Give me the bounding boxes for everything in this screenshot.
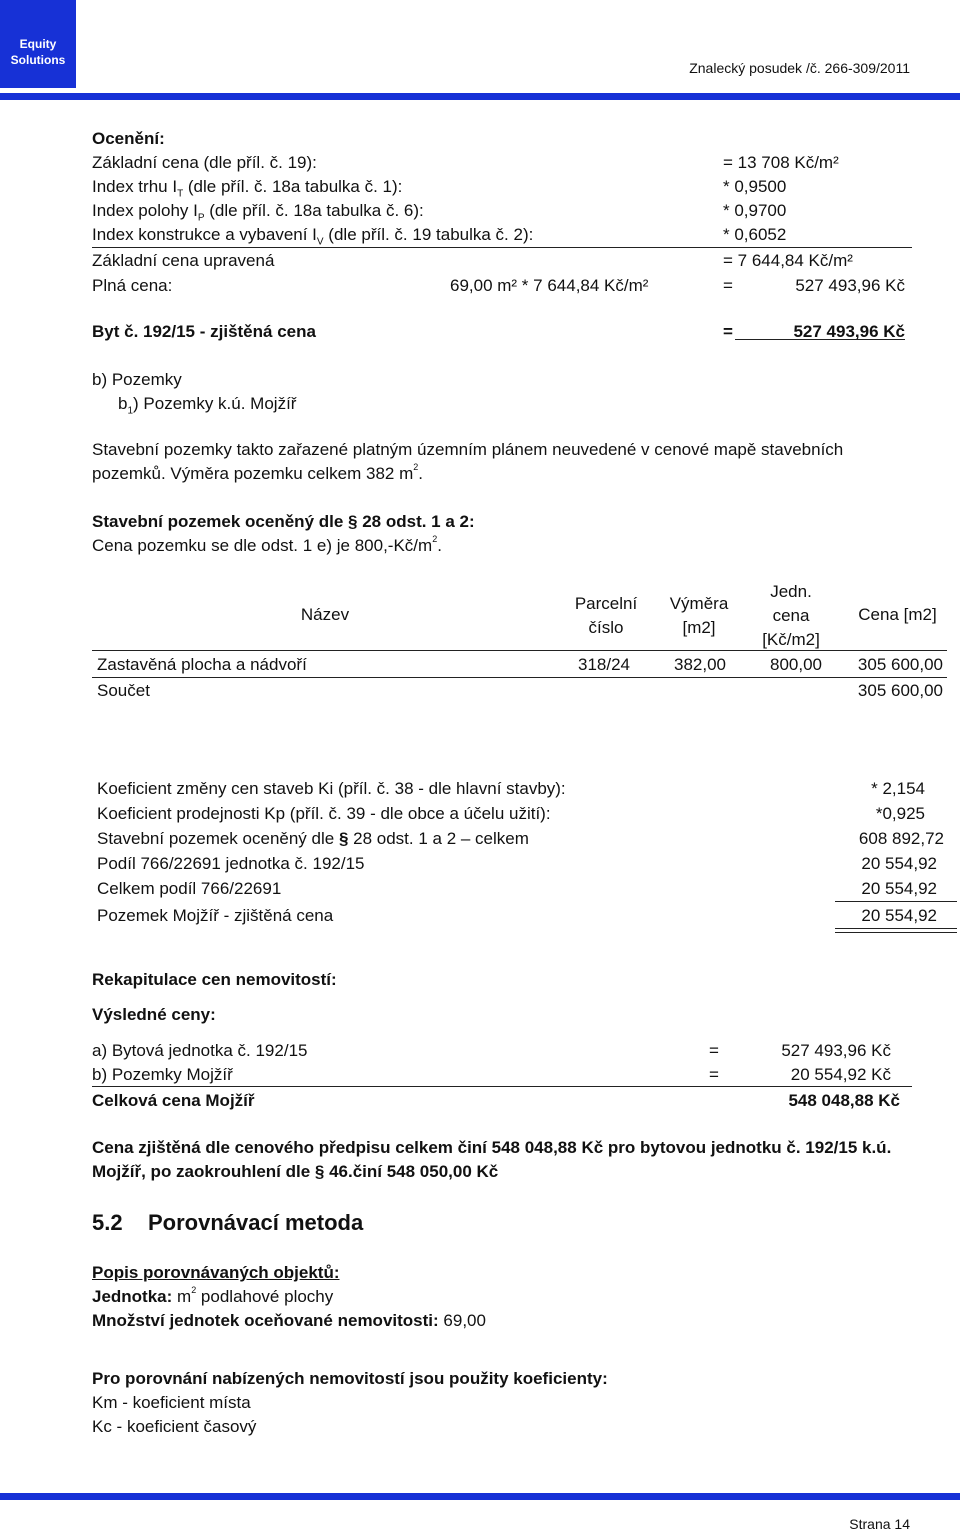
base-price-value: = 13 708 Kč/m² — [723, 153, 839, 172]
header-rule — [0, 93, 960, 100]
unit-line: Jednotka: $m^2$ podlahové plochy — [92, 1285, 334, 1306]
qty-line — [92, 1311, 486, 1331]
share-total-value: 20 554,92 — [861, 879, 937, 898]
coef-item-kc: Kc - koeficient časový — [92, 1417, 257, 1436]
company-logo — [0, 0, 76, 88]
recap-total-value: 548 048,88 Kč — [788, 1091, 900, 1110]
full-price-eq: = — [723, 276, 733, 295]
share-value: 20 554,92 — [861, 854, 937, 873]
document-reference: Znalecký posudek /č. 266-309/2011 — [689, 60, 910, 76]
construction-index-label: Index konstrukce a vybavení $I_V$ (dle příl. č. 19 tabulka č. 2): — [92, 225, 534, 248]
land-result-label: Pozemek Mojžíř - zjištěná cena — [97, 906, 334, 925]
coef-ki-value: * 2,154 — [871, 779, 925, 798]
results-heading: Výsledné ceny: — [92, 1005, 216, 1024]
market-index-value: * 0,9500 — [723, 177, 787, 196]
coef-kp-value: *0,925 — [875, 804, 925, 823]
logo-line2: Solutions — [10, 53, 66, 67]
land-desc-line2: pozemků. Výměra pozemku celkem 382 $m^2$. — [92, 462, 423, 483]
land-valued-heading: Stavební pozemek oceněný dle § 28 odst. 1 a 2: — [92, 512, 475, 531]
land-price-line: Cena pozemku se dle odst. 1 e) je $800,-Kč/m^2$. — [92, 534, 442, 555]
location-index-value: * 0,9700 — [723, 201, 787, 220]
qty-label: Množství jednotek oceňované nemovitosti: — [92, 1311, 439, 1330]
land-row-area: 382,00 — [674, 655, 726, 674]
col-header-name: Název — [300, 605, 350, 624]
table-row-rule — [92, 677, 947, 678]
page-number: Strana 14 — [849, 1516, 910, 1532]
flat-result-value: 527 493,96 Kč — [793, 322, 905, 341]
recap-flat-label: a) Bytová jednotka č. 192/15 — [92, 1041, 308, 1060]
flat-result-label: Byt č. 192/15 - zjištěná cena — [92, 322, 316, 341]
recap-land-value: 20 554,92 Kč — [790, 1065, 891, 1084]
land-result-value: 20 554,92 — [861, 906, 937, 925]
col-header-area: Výměra [m2] — [669, 594, 729, 637]
recap-total-label: Celková cena Mojžíř — [92, 1091, 255, 1110]
land-sum-label: Součet — [97, 681, 150, 700]
qty-value: 69,00 — [443, 1311, 486, 1330]
summary-line1: Cena zjištěná dle cenového předpisu celkem činí 548 048,88 Kč pro bytovou jednotku č. 192/15 k.ú. — [92, 1138, 892, 1157]
recap-flat-value: 527 493,96 Kč — [781, 1041, 891, 1060]
land-total-value: 608 892,72 — [858, 829, 944, 848]
divider — [92, 247, 912, 248]
land-total-label: Stavební pozemek oceněný dle § 28 odst. 1 a 2 – celkem — [97, 829, 529, 848]
location-index-label: Index polohy $I_P$ (dle příl. č. 18a tabulka č. 6): — [92, 201, 424, 224]
compare-desc-heading: Popis porovnávaných objektů: — [92, 1263, 340, 1282]
recap-land-eq: = — [709, 1065, 719, 1084]
land-sum-value: 305 600,00 — [857, 681, 943, 700]
section-number: 5.2 — [92, 1210, 123, 1235]
full-price-formula: 69,00 m² * 7 644,84 Kč/m² — [450, 276, 649, 295]
coef-ki-label: Koeficient změny cen staveb Ki (příl. č. 38 - dle hlavní stavby): — [97, 779, 566, 798]
summary-line2: Mojžíř, po zaokrouhlení dle § 46.činí 548 050,00 Kč — [92, 1162, 499, 1181]
section-title: Porovnávací metoda — [148, 1210, 364, 1235]
adjusted-price-label: Základní cena upravená — [92, 251, 275, 270]
market-index-label: Index trhu $I_T$ (dle příl. č. 18a tabulka č. 1): — [92, 177, 403, 200]
share-label: Podíl 766/22691 jednotka č. 192/15 — [97, 854, 365, 873]
table-header-rule — [92, 650, 947, 651]
land-row-name: Zastavěná plocha a nádvoří — [97, 655, 307, 674]
recap-land-label: b) Pozemky Mojžíř — [92, 1065, 233, 1084]
land-row-unit-price: 800,00 — [770, 655, 822, 674]
land-title: b) Pozemky — [92, 370, 182, 389]
col-header-unit-price: Jedn. cena [Kč/m2] — [762, 582, 820, 649]
full-price-label: Plná cena: — [92, 276, 173, 295]
recap-flat-eq: = — [709, 1041, 719, 1060]
coef-heading: Pro porovnání nabízených nemovitostí jsou použity koeficienty: — [92, 1369, 608, 1388]
land-row-price: 305 600,00 — [857, 655, 943, 674]
flat-result-eq: = — [723, 322, 733, 341]
base-price-label: Základní cena (dle příl. č. 19): — [92, 153, 317, 172]
share-underline — [835, 901, 957, 902]
land-result-double-rule — [835, 928, 957, 933]
share-total-label: Celkem podíl 766/22691 — [97, 879, 282, 898]
coef-item-km: Km - koeficient místa — [92, 1393, 251, 1412]
col-header-price: Cena [m2] — [858, 605, 937, 624]
full-price-value: 527 493,96 Kč — [795, 276, 905, 295]
land-subtitle: $b_1$) Pozemky k.ú. Mojžíř — [118, 394, 297, 417]
coef-kp-label: Koeficient prodejnosti Kp (příl. č. 39 - dle obce a účelu užití): — [97, 804, 551, 823]
recap-heading: Rekapitulace cen nemovitostí: — [92, 970, 337, 989]
land-row-parcel: 318/24 — [578, 655, 630, 674]
recap-rule — [92, 1086, 912, 1087]
construction-index-value: * 0,6052 — [723, 225, 787, 244]
logo-line1: Equity — [19, 37, 57, 51]
result-underline — [735, 339, 905, 340]
land-desc-line1: Stavební pozemky takto zařazené platným územním plánem neuvedené v cenové mapě stavebních — [92, 440, 844, 459]
unit-label: Jednotka: — [92, 1287, 173, 1306]
valuation-heading: Ocenění: — [92, 129, 165, 148]
footer-rule — [0, 1493, 960, 1500]
adjusted-price-value: = 7 644,84 Kč/m² — [723, 251, 853, 270]
col-header-parcel: Parcelní číslo — [574, 594, 638, 637]
